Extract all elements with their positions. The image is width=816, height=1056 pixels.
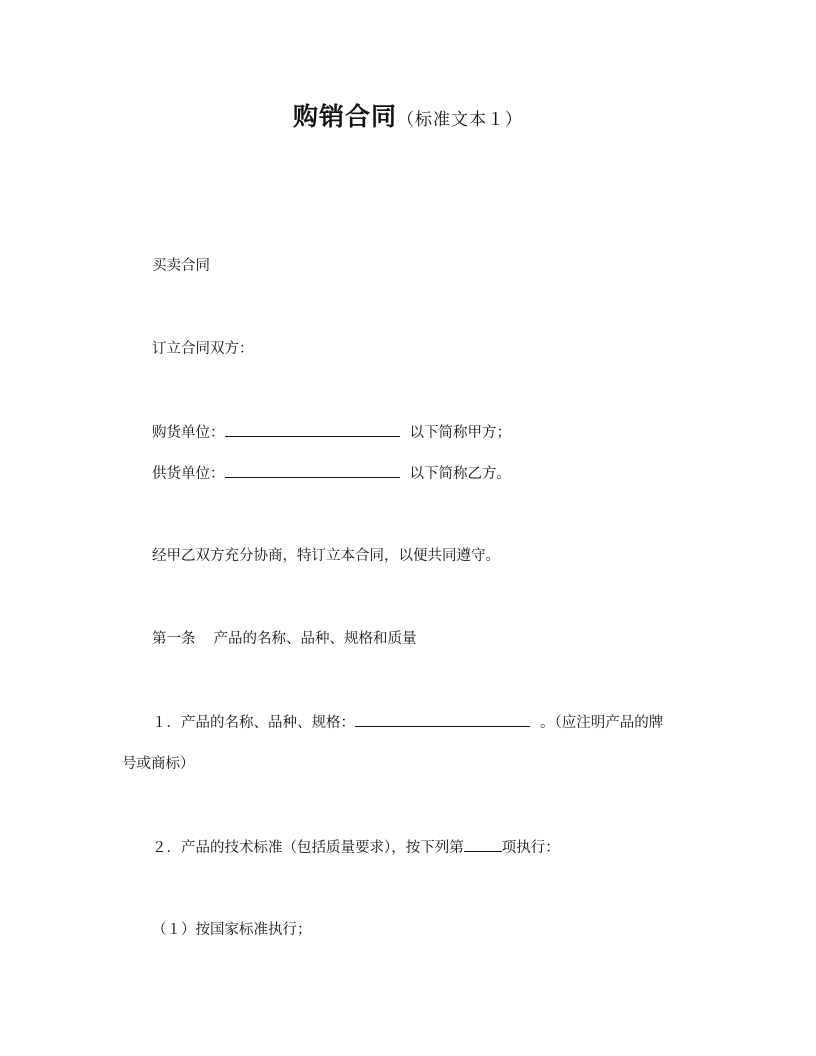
seller-label: 供货单位： bbox=[152, 466, 225, 482]
item-1-continuation: 号或商标） bbox=[122, 756, 195, 772]
paragraph-contract-type: 买卖合同 bbox=[152, 258, 210, 274]
article-1-label: 第一条 bbox=[152, 631, 196, 647]
item-1-line bbox=[152, 712, 663, 733]
item-2-suffix: 项执行： bbox=[501, 840, 560, 856]
buyer-blank-field[interactable] bbox=[225, 422, 400, 437]
seller-line bbox=[152, 463, 511, 484]
item-2-line bbox=[152, 837, 560, 858]
item-1-blank-field[interactable] bbox=[355, 712, 530, 727]
item-2-blank-field[interactable] bbox=[464, 837, 502, 852]
item-1-prefix: １．产品的名称、品种、规格： bbox=[152, 715, 355, 731]
buyer-label: 购货单位： bbox=[152, 425, 225, 441]
paragraph-agreement: 经甲乙双方充分协商，特订立本合同，以便共同遵守。 bbox=[152, 548, 500, 564]
sub-item-1: （１）按国家标准执行； bbox=[152, 922, 312, 938]
title-main: 购销合同 bbox=[292, 102, 397, 131]
item-1-suffix: 。（应注明产品的牌 bbox=[540, 715, 664, 731]
article-1-heading bbox=[152, 629, 417, 649]
item-2-prefix: ２．产品的技术标准（包括质量要求），按下列第 bbox=[152, 840, 464, 856]
document-title bbox=[0, 97, 816, 133]
article-1-title: 产品的名称、品种、规格和质量 bbox=[213, 631, 417, 647]
seller-suffix: 以下简称乙方。 bbox=[409, 466, 511, 482]
buyer-line bbox=[152, 422, 511, 443]
seller-blank-field[interactable] bbox=[225, 463, 400, 478]
buyer-suffix: 以下简称甲方； bbox=[409, 425, 511, 441]
title-sub: （标准文本１） bbox=[397, 110, 523, 130]
paragraph-parties-heading: 订立合同双方： bbox=[152, 341, 254, 357]
